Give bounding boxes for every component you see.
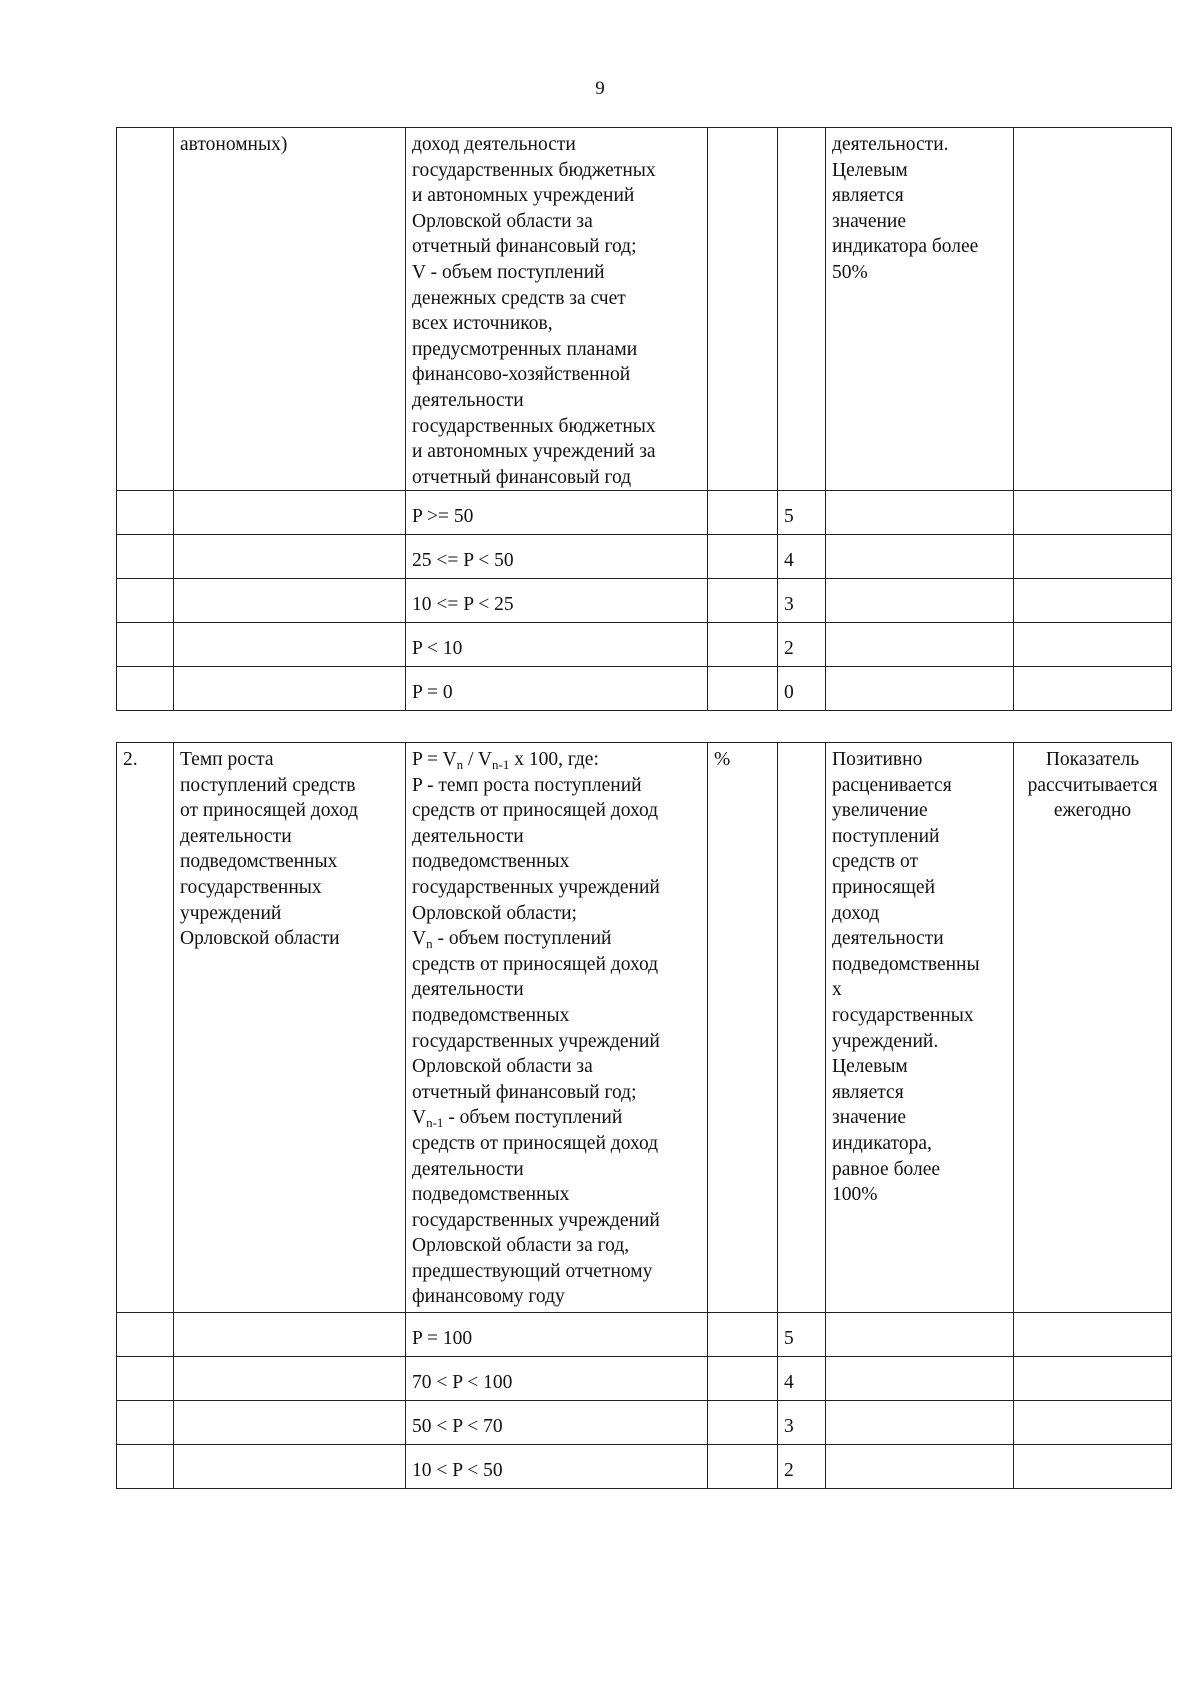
score-value-cell: 4	[778, 1357, 826, 1401]
condition-cell: P < 10	[406, 623, 708, 667]
table-row	[117, 535, 1172, 579]
indicator-name-cell: Темп роста поступлений средств от приносящей доход деятельности подведомственных государственных учреждений Орловской области	[174, 743, 406, 1313]
condition-cell: 10 <= P < 25	[406, 579, 708, 623]
condition-cell: P >= 50	[406, 491, 708, 535]
table-row	[117, 667, 1172, 711]
condition-cell: 25 <= P < 50	[406, 535, 708, 579]
indicator-name-cell: автономных)	[174, 128, 406, 491]
score-value-cell: 3	[778, 579, 826, 623]
table-row	[117, 623, 1172, 667]
condition-cell: 70 < P < 100	[406, 1357, 708, 1401]
score-value-cell: 5	[778, 1313, 826, 1357]
condition-cell: 50 < P < 70	[406, 1401, 708, 1445]
condition-cell: P = 0	[406, 667, 708, 711]
table-row	[117, 743, 1172, 1313]
table-row	[117, 1357, 1172, 1401]
note-cell: Позитивно расценивается увеличение поступлений средств от приносящей доход деятельности подведомственны х государственных учреждений. Целевым является значение индикатора, равное более 100%	[826, 743, 1014, 1313]
condition-cell: P = 100	[406, 1313, 708, 1357]
table-row	[117, 491, 1172, 535]
remark-cell: Показатель рассчитывается ежегодно	[1014, 743, 1172, 1313]
row-number-cell	[117, 128, 174, 491]
score-value-cell: 2	[778, 1445, 826, 1489]
unit-cell: %	[708, 743, 778, 1313]
criteria-table-item-2	[116, 742, 1172, 1489]
table-row	[117, 1313, 1172, 1357]
table-row	[117, 579, 1172, 623]
score-value-cell: 5	[778, 491, 826, 535]
condition-cell: 10 < P < 50	[406, 1445, 708, 1489]
table-row	[117, 128, 1172, 491]
table-row	[117, 1401, 1172, 1445]
table-row	[117, 1445, 1172, 1489]
formula-cell: доход деятельности государственных бюджетных и автономных учреждений Орловской области за отчетный финансовый год; V - объем поступлений денежных средств за счет всех источников, предусмотренных планами финансово-хозяйственной деятельности государственных бюджетных и автономных учреждений за отчетный финансовый год	[406, 128, 708, 491]
criteria-table-continuation	[116, 127, 1172, 711]
row-number-cell: 2.	[117, 743, 174, 1313]
score-cell	[778, 128, 826, 491]
page-number: 9	[595, 78, 605, 99]
score-value-cell: 4	[778, 535, 826, 579]
score-value-cell: 2	[778, 623, 826, 667]
unit-cell	[708, 128, 778, 491]
score-value-cell: 3	[778, 1401, 826, 1445]
remark-cell	[1014, 128, 1172, 491]
score-cell	[778, 743, 826, 1313]
formula-cell: $P = V_n / V_{n-1}$ x 100, где: P - темп роста поступлений средств от приносящей доход деятельности подведомственных государственных учреждений Орловской области; $V_n$ - объем поступлений средств от приносящей доход деятельности подведомственных государственных учреждений Орловской области за отчетный финансовый год; $V_{n-1}$ - объем поступлений средств от приносящей доход деятельности подведомственных государственных учреждений Орловской области за год, предшествующий отчетному финансовому году	[406, 743, 708, 1313]
note-cell: деятельности. Целевым является значение индикатора более 50%	[826, 128, 1014, 491]
score-value-cell: 0	[778, 667, 826, 711]
